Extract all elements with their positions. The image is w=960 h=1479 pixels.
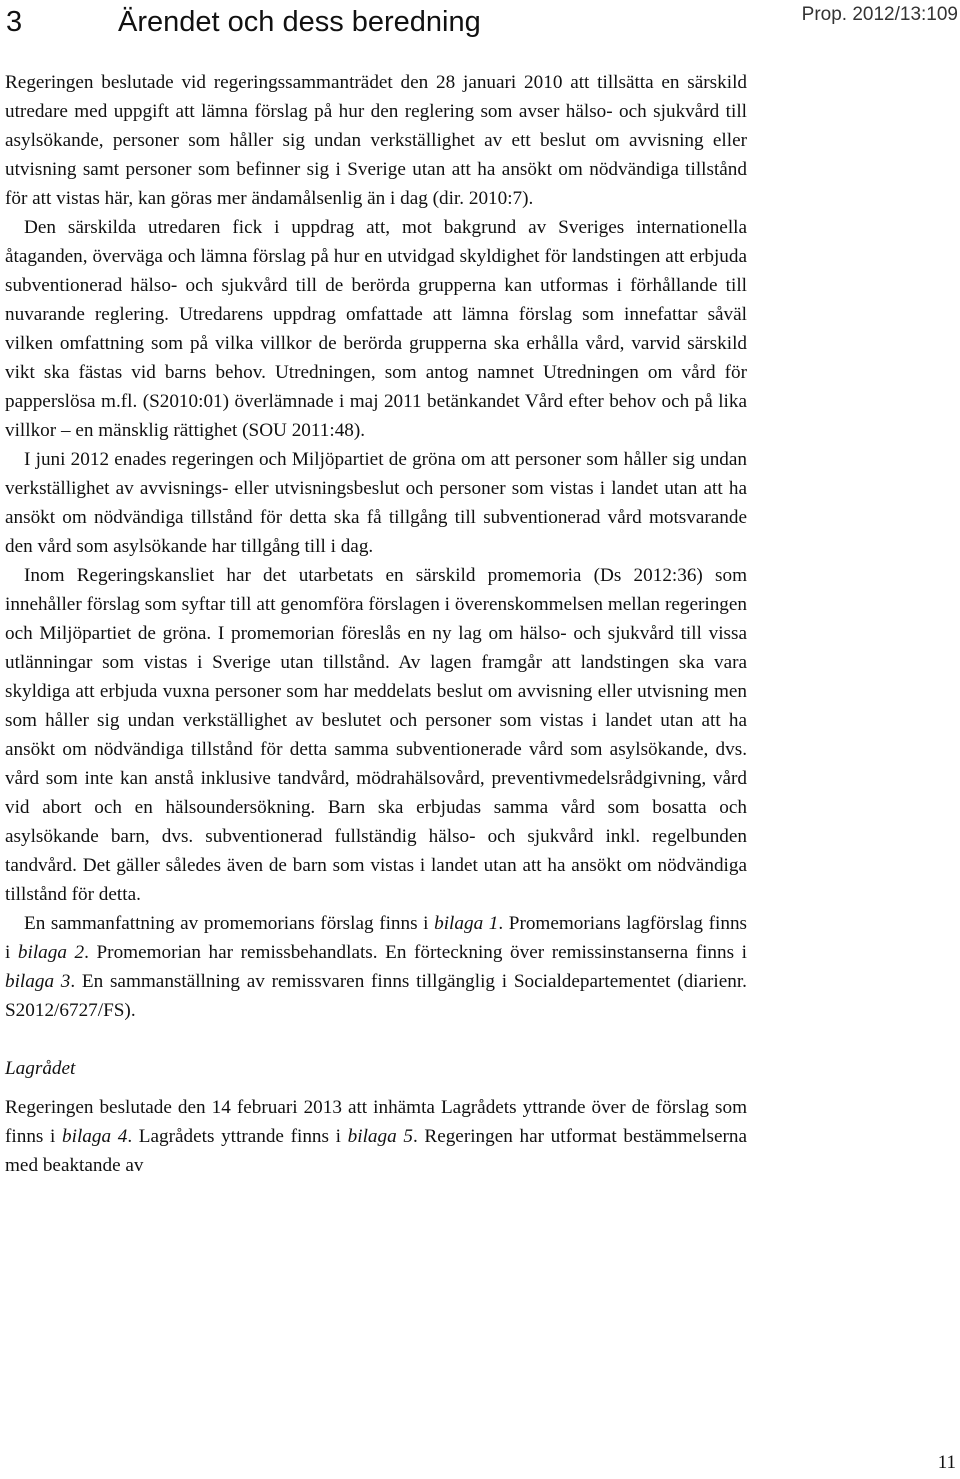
- proposition-reference: Prop. 2012/13:109: [801, 4, 958, 25]
- summary-text-2: . Promemorians lagförslag finns i: [5, 913, 747, 963]
- paragraph-inquiry-task: Den särskilda utredaren fick i uppdrag att, mot bakgrund av Sveriges internationella åtaganden, överväga och lämna förslag på hur en utvidgad skyldighet för landstingen att erbjuda subventionerad hälso- och sjukvård till de berörda grupperna kan utformas i förhållande till nuvarande reglering. Utredarens uppdrag omfattade att lämna förslag som innefattar såväl vilken omfattning som på vilka villkor de berörda grupperna ska erhålla vård, varvid särskild vikt ska fästas vid barns behov. Utredningen, som antog namnet Utredningen om vård för papperslösa m.fl. (S2010:01) överlämnade i maj 2011 betänkandet Vård efter behov och på lika villkor – en mänsklig rättighet (SOU 2011:48).: [5, 217, 747, 441]
- annex-reference: bilaga 2: [17, 942, 85, 963]
- paragraph-summary-annexes: [5, 909, 747, 1025]
- annex-reference: bilaga 5: [347, 1126, 413, 1147]
- summary-text-3: . Promemorian har remissbehandlats. En förteckning över remissinstanserna finns i: [84, 942, 747, 963]
- paragraph-lagradet: [5, 1093, 747, 1180]
- chapter-title: Ärendet och dess beredning: [118, 6, 481, 38]
- annex-reference: bilaga 1: [434, 913, 499, 934]
- lagradet-text-1: Regeringen beslutade den 14 februari 2013 att inhämta Lagrådets yttrande över de förslag som finns i: [5, 1097, 747, 1147]
- body-text: [5, 68, 747, 1180]
- annex-reference: bilaga 4: [62, 1126, 128, 1147]
- chapter-number: 3: [6, 6, 23, 38]
- summary-text-1: En sammanfattning av promemorians förslag finns i: [24, 913, 435, 934]
- lagradet-text-3: . Regeringen har utformat bestämmelserna med beaktande av: [5, 1126, 747, 1176]
- paragraph-commission: Regeringen beslutade vid regeringssammanträdet den 28 januari 2010 att tillsätta en särskild utredare med uppgift att lämna förslag på hur den reglering som avser hälso- och sjukvård till asylsökande, personer som håller sig undan verkställighet av ett beslut om avvisning eller utvisning samt personer som befinner sig i Sverige utan att ha ansökt om nödvändiga tillstånd för att vistas här, kan göras mer ändamålsenlig än i dag (dir. 2010:7).: [5, 72, 747, 209]
- page-number: 11: [937, 1452, 956, 1473]
- section-heading-lagradet: Lagrådet: [5, 1058, 76, 1079]
- summary-text-4: . En sammanställning av remissvaren finns tillgänglig i Socialdepartementet (diarienr. S2012/6727/FS).: [5, 971, 747, 1021]
- lagradet-text-2: . Lagrådets yttrande finns i: [127, 1126, 348, 1147]
- annex-reference: bilaga 3: [5, 971, 71, 992]
- paragraph-memorandum: Inom Regeringskansliet har det utarbetats en särskild promemoria (Ds 2012:36) som innehåller förslag som syftar till att genomföra förslagen i överenskommelsen mellan regeringen och Miljöpartiet de gröna. I promemorian föreslås en ny lag om hälso- och sjukvård till vissa utlänningar som vistas i Sverige utan tillstånd. Av lagen framgår att landstingen ska vara skyldiga att erbjuda vuxna personer som har meddelats beslut om avvisning eller utvisning men som håller sig undan verkställighet av beslutet och personer som vistas i landet utan att ha ansökt om nödvändiga tillstånd för detta samma subventionerade vård som asylsökande, dvs. vård som inte kan anstå inklusive tandvård, mödrahälsovård, preventivmedelsrådgivning, vård vid abort och en hälsoundersökning. Barn ska erbjudas samma vård som bosatta och asylsökande barn, dvs. subventionerad fullständig hälso- och sjukvård inkl. regelbunden tandvård. Det gäller således även de barn som vistas i landet utan att ha ansökt om nödvändiga tillstånd för detta.: [5, 565, 747, 905]
- paragraph-agreement: I juni 2012 enades regeringen och Miljöpartiet de gröna om att personer som håller sig undan verkställighet av avvisnings- eller utvisningsbeslut och personer som vistas i landet utan att ha ansökt om nödvändiga tillstånd för detta ska få tillgång till subventionerad vård motsvarande den vård som asylsökande har tillgång till i dag.: [5, 449, 747, 557]
